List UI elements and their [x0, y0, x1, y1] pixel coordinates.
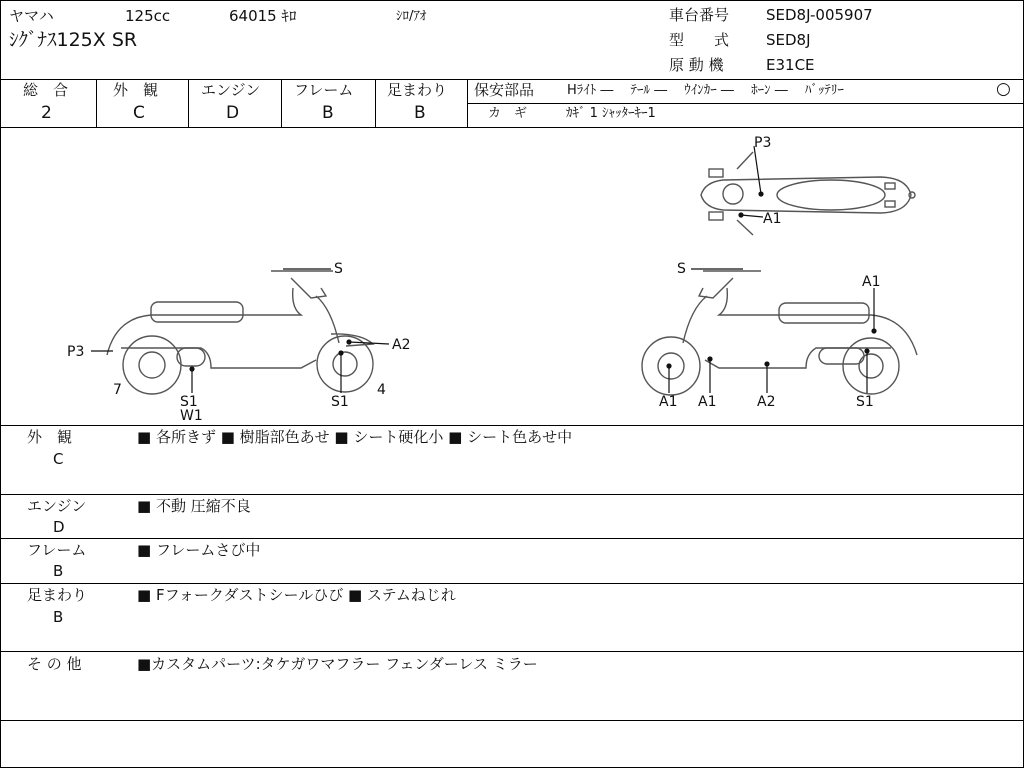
diagram-label: A1	[862, 274, 881, 290]
divider	[1, 720, 1023, 721]
remark-text-exterior: ■ 各所きず ■ 樹脂部色あせ ■ シート硬化小 ■ シート色あせ中	[137, 428, 573, 446]
divider	[1, 494, 1023, 495]
remark-grade-suspension: B	[53, 608, 64, 626]
maker: ヤマハ	[9, 7, 54, 25]
type-value: SED8J	[766, 31, 811, 49]
diagram-label: P3	[67, 344, 85, 360]
engine-value: E31CE	[766, 56, 815, 74]
divider	[1, 425, 1023, 426]
divider	[468, 103, 1023, 104]
grade-label-suspension: 足まわり	[387, 81, 448, 99]
key-label: カ ギ	[488, 106, 528, 121]
remark-label-suspension: 足まわり	[27, 586, 88, 604]
grade-value-exterior: C	[133, 103, 145, 123]
grade-label-frame: フレーム	[294, 81, 354, 99]
grade-value-suspension: B	[414, 103, 426, 123]
mileage: 64015 ｷﾛ	[229, 7, 297, 25]
engine-label: 原 動 機	[669, 56, 724, 74]
diagram-label: S1	[331, 394, 349, 410]
remark-grade-exterior: C	[53, 450, 64, 468]
diagram-label: S1	[856, 394, 874, 410]
safety-label: 保安部品	[474, 81, 535, 99]
diagram-label: 7	[113, 382, 122, 398]
remark-text-suspension: ■ Fフォークダストシールひび ■ ステムねじれ	[137, 586, 456, 604]
grade-label-overall: 総 合	[23, 81, 69, 99]
diagram-label: W1	[180, 408, 203, 424]
diagram-label: A1	[698, 394, 717, 410]
key-value: ｶｷﾞ 1 ｼｬｯﾀｰｷｰ1	[566, 106, 656, 121]
diagram-label: S1	[180, 394, 198, 410]
remark-label-exterior: 外 観	[27, 428, 73, 446]
diagram-label: A1	[763, 211, 782, 227]
diagram-label: S	[334, 261, 343, 277]
divider	[1, 538, 1023, 539]
divider	[96, 79, 97, 127]
chassis-label: 車台番号	[669, 6, 730, 24]
displacement: 125cc	[125, 7, 171, 25]
model-name: ｼｸﾞﾅｽ125X SR	[9, 29, 138, 51]
grade-value-overall: 2	[41, 103, 52, 123]
remark-label-engine: エンジン	[27, 497, 87, 515]
scooter-diagram	[1, 128, 1023, 425]
diagram-label: P3	[754, 135, 772, 151]
remark-text-engine: ■ 不動 圧縮不良	[137, 497, 251, 515]
divider	[1, 583, 1023, 584]
scooter-left-view	[107, 271, 373, 394]
remark-grade-frame: B	[53, 562, 64, 580]
color: ｼﾛ/ｱｵ	[396, 9, 427, 24]
diagram-label: S	[677, 261, 686, 277]
remark-label-frame: フレーム	[27, 541, 87, 559]
divider	[375, 79, 376, 127]
battery-mark: ○	[996, 79, 1011, 99]
chassis-value: SED8J-005907	[766, 6, 873, 24]
remark-label-other: そ の 他	[27, 655, 82, 673]
remark-grade-engine: D	[53, 518, 65, 536]
diagram-label: A1	[659, 394, 678, 410]
remark-text-other: ■カスタムパーツ:タケガワマフラー フェンダーレス ミラー	[137, 655, 538, 673]
diagram-label: 4	[377, 382, 386, 398]
safety-items: Hﾗｲﾄ ― ﾃｰﾙ ― ｳｲﾝｶｰ ― ﾎｰﾝ ― ﾊﾞｯﾃﾘｰ	[567, 83, 844, 98]
grade-value-frame: B	[322, 103, 334, 123]
diagram-label: A2	[757, 394, 776, 410]
grade-value-engine: D	[226, 103, 240, 123]
scooter-top-view	[701, 152, 915, 235]
type-label: 型 式	[669, 31, 730, 49]
divider	[188, 79, 189, 127]
divider	[281, 79, 282, 127]
grade-label-exterior: 外 観	[113, 81, 159, 99]
diagram-label: A2	[392, 337, 411, 353]
grade-label-engine: エンジン	[201, 81, 261, 99]
divider	[1, 651, 1023, 652]
remark-text-frame: ■ フレームさび中	[137, 541, 261, 559]
divider	[1, 79, 1023, 80]
